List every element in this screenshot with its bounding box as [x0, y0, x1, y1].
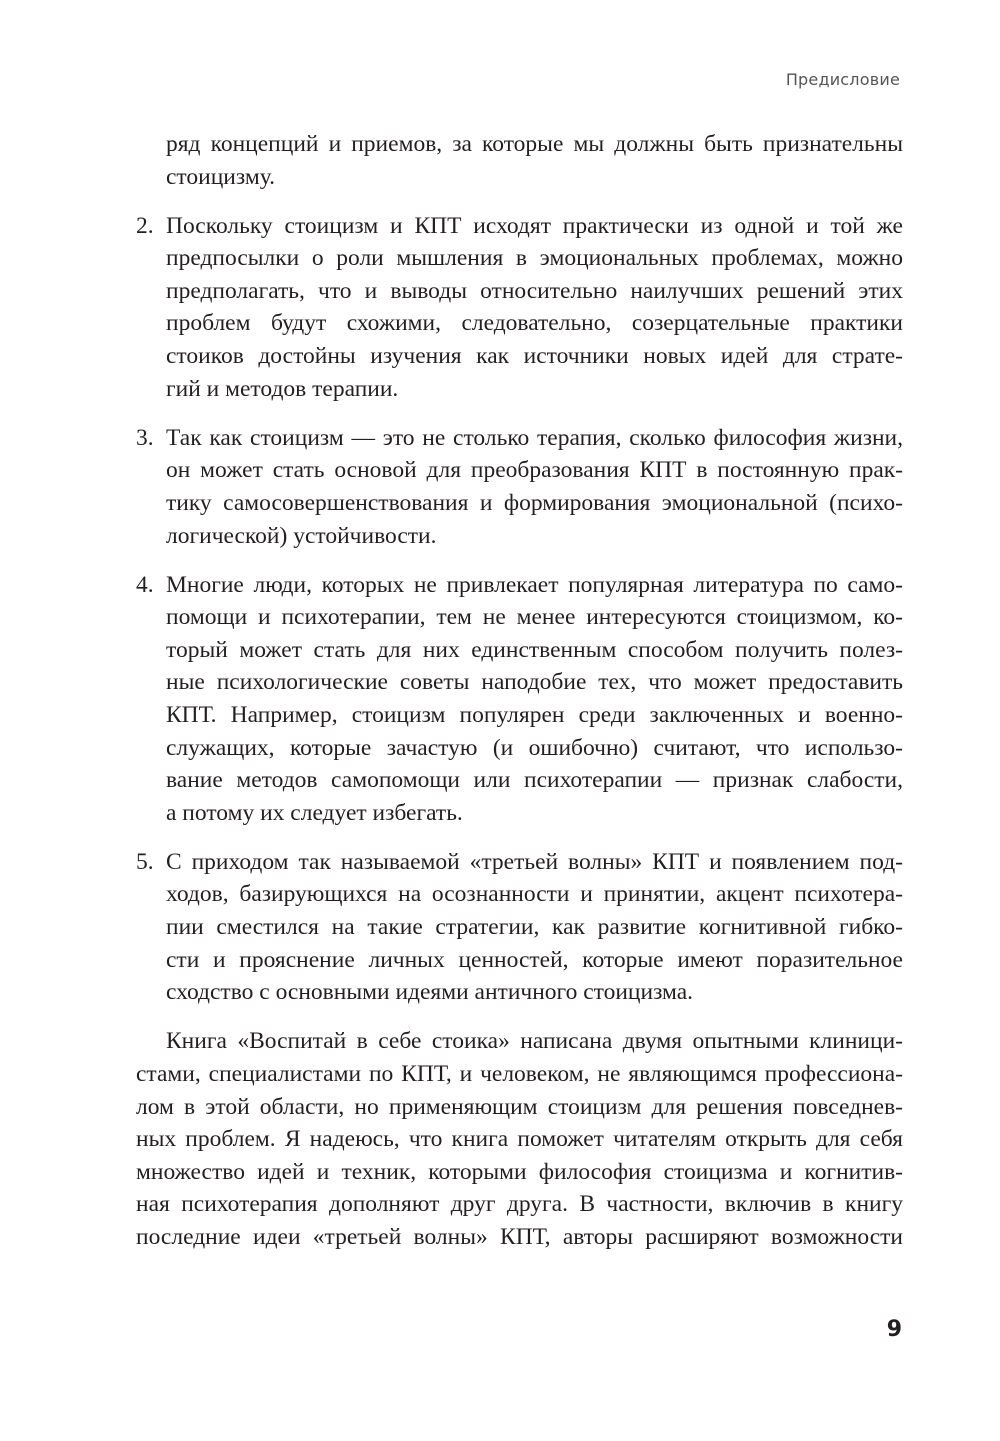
- list-item: [136, 846, 903, 1009]
- list-item: [136, 422, 903, 552]
- page-body: [136, 128, 903, 1270]
- text-line: КПТ. Например, стоицизм популярен среди заключенных и военно-: [166, 702, 903, 728]
- text-line: Многие люди, которых не привлекает популярная литература по само-: [166, 571, 903, 598]
- text-line: предпосылки о роли мышления в эмоциональных проблемах, можно: [166, 245, 903, 272]
- list-number: 3.: [136, 424, 154, 451]
- text-line: служащих, которые зачастую (и ошибочно) считают, что использо-: [166, 734, 903, 761]
- text-line: предполагать, что и выводы относительно наилучших решений этих: [166, 277, 903, 304]
- list-number: 5.: [136, 848, 154, 875]
- list-item: [136, 569, 903, 830]
- text-line: логической) устойчивости.: [166, 522, 437, 549]
- text-line: сти и прояснение личных ценностей, которые имеют поразительное: [166, 946, 903, 973]
- text-line: ных проблем. Я надеюсь, что книга поможет читателям открыть для себя: [136, 1126, 903, 1153]
- text-line: Так как стоицизм — это не столько терапия, сколько философия жизни,: [166, 424, 903, 451]
- text-line: ходов, базирующихся на осознанности и принятии, акцент психотера-: [166, 881, 903, 908]
- running-head: Предисловие: [785, 70, 900, 89]
- text-line: вание методов самопомощи или психотерапии — признак слабости,: [166, 767, 903, 794]
- text-line: торый может стать для них единственным способом получить полез-: [166, 636, 903, 663]
- text-line: стоицизму.: [166, 163, 275, 190]
- text-line: помощи и психотерапии, тем не менее интересуются стоицизмом, ко-: [166, 604, 903, 631]
- list-item: [136, 210, 903, 406]
- text-line: гий и методов терапии.: [166, 375, 399, 402]
- text-line: а потому их следует избегать.: [166, 799, 463, 826]
- text-line: ная психотерапия дополняют друг друга. В частности, включив в книгу: [136, 1191, 903, 1218]
- text-line: стами, специалистами по КПТ, и человеком, не являющимся профессиона-: [136, 1060, 903, 1087]
- text-line: проблем будут схожими, следовательно, созерцательные практики: [166, 310, 903, 337]
- text-line: ные психологические советы наподобие тех, что может предоставить: [166, 669, 903, 696]
- text-line: тику самосовершенствования и формирования эмоциональной (психо-: [166, 489, 903, 516]
- text-line: ряд концепций и приемов, за которые мы должны быть признательны: [166, 131, 903, 157]
- text-line: Поскольку стоицизм и КПТ исходят практически из одной и той же: [166, 212, 903, 239]
- list-number: 4.: [136, 571, 154, 598]
- list-number: 2.: [136, 212, 154, 239]
- text-line: множество идей и техник, которыми философия стоицизма и когнитив-: [136, 1158, 903, 1185]
- text-line: он может стать основой для преобразования КПТ в постоянную прак-: [166, 457, 903, 484]
- text-line: стоиков достойны изучения как источники новых идей для страте-: [166, 343, 903, 370]
- page-number: 9: [886, 1317, 902, 1342]
- text-line: сходство с основными идеями античного стоицизма.: [166, 979, 694, 1006]
- paragraph: [136, 1025, 903, 1253]
- text-line: Книга «Воспитай в себе стоика» написана двумя опытными клиници-: [166, 1028, 903, 1055]
- text-line: лом в этой области, но применяющим стоицизм для решения повседнев-: [136, 1093, 903, 1120]
- list-item-continuation: [136, 128, 903, 193]
- text-line: последние идеи «третьей волны» КПТ, авторы расширяют возможности: [136, 1223, 903, 1250]
- text-line: пии сместился на такие стратегии, как развитие когнитивной гибко-: [166, 914, 903, 941]
- text-line: С приходом так называемой «третьей волны» КПТ и появлением под-: [166, 848, 903, 875]
